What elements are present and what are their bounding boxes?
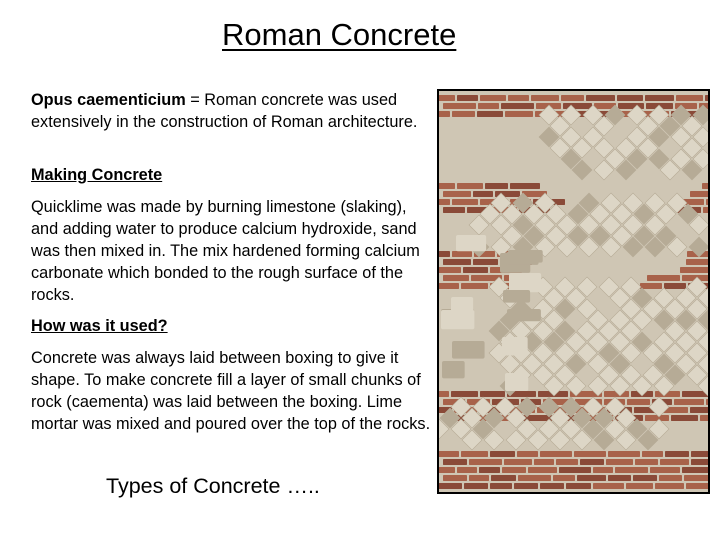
brick <box>504 459 532 465</box>
brick <box>452 199 478 205</box>
brick <box>593 467 613 473</box>
rubble-stone <box>509 273 541 292</box>
brick <box>469 475 489 481</box>
brick <box>439 95 455 101</box>
brick <box>439 391 449 397</box>
brick <box>686 259 708 265</box>
brick <box>640 283 662 289</box>
wall-image <box>439 91 708 492</box>
brick <box>457 467 477 473</box>
brick <box>517 451 538 457</box>
brick <box>463 267 488 273</box>
brick <box>473 259 498 265</box>
brick <box>508 95 529 101</box>
brick <box>553 475 575 481</box>
brick <box>691 459 708 465</box>
brick <box>540 483 564 489</box>
brick <box>563 103 592 109</box>
brick <box>608 475 631 481</box>
brick <box>478 103 499 109</box>
intro-term: Opus caementicium <box>31 91 186 109</box>
brick <box>635 459 658 465</box>
brick <box>702 183 708 189</box>
brick <box>528 467 557 473</box>
brick <box>480 391 505 397</box>
how-used-text: Concrete was always laid between boxing to give it shape. To make concrete fill a layer of small chunks of rock (caementa) was laid between the boxing. Lime mortar was mixed and poured over the top of the rocks. <box>31 349 431 433</box>
brick <box>706 399 708 405</box>
brick <box>439 183 455 189</box>
brick <box>659 475 682 481</box>
rubble-stone <box>441 310 474 329</box>
brick <box>439 267 461 273</box>
brick <box>626 483 653 489</box>
brick <box>485 183 508 189</box>
brick <box>531 95 559 101</box>
brick <box>566 483 591 489</box>
how-used-heading: How was it used? <box>31 317 168 335</box>
brick <box>645 415 669 421</box>
brick <box>606 459 633 465</box>
brick <box>705 95 708 101</box>
brick <box>439 483 462 489</box>
brick <box>439 111 450 117</box>
brick <box>477 111 503 117</box>
making-concrete-text: Quicklime was made by burning limestone (slaking), and adding water to produce calcium hydroxide, sand was then mixed in. The mix hardened forming calcium carbonate which bonded to the rough surface of the rocks. <box>31 198 420 304</box>
brick <box>645 95 674 101</box>
brick <box>577 475 606 481</box>
roman-wall-photo <box>437 89 710 494</box>
brick <box>665 451 689 457</box>
brick <box>469 459 502 465</box>
brick <box>443 103 476 109</box>
brick <box>608 451 640 457</box>
rubble-stone <box>502 337 528 355</box>
brick <box>502 467 526 473</box>
brick <box>452 111 475 117</box>
brick <box>574 451 606 457</box>
brick <box>703 207 708 213</box>
brick <box>674 399 704 405</box>
brick <box>514 483 538 489</box>
intro-definition: = Roman concrete was used extensively in the construction of Roman architecture. <box>31 91 418 131</box>
brick <box>439 251 450 257</box>
brick <box>473 191 493 197</box>
rubble-stone <box>505 373 528 391</box>
brick <box>505 111 533 117</box>
brick <box>660 459 689 465</box>
rubble-stone <box>507 309 541 321</box>
brick <box>556 459 578 465</box>
brick <box>443 191 471 197</box>
brick <box>439 467 455 473</box>
brick <box>642 451 663 457</box>
brick <box>457 183 483 189</box>
brick <box>501 103 534 109</box>
types-of-concrete-caption: Types of Concrete ….. <box>106 474 320 498</box>
making-concrete-heading: Making Concrete <box>31 166 163 184</box>
brick <box>490 483 512 489</box>
brick <box>690 407 708 413</box>
brick <box>451 391 478 397</box>
brick <box>443 259 471 265</box>
brick <box>664 283 686 289</box>
brick <box>490 451 515 457</box>
brick <box>617 95 643 101</box>
brick <box>633 475 657 481</box>
brick <box>464 483 488 489</box>
brick <box>650 467 680 473</box>
brick <box>593 483 624 489</box>
brick <box>671 415 698 421</box>
brick <box>439 199 450 205</box>
brick <box>443 459 467 465</box>
brick <box>480 95 506 101</box>
brick <box>443 275 469 281</box>
brick <box>690 191 708 197</box>
brick <box>461 283 488 289</box>
intro-paragraph <box>31 89 431 133</box>
brick <box>615 467 648 473</box>
brick <box>534 459 554 465</box>
rubble-stone <box>452 341 485 359</box>
brick <box>457 95 478 101</box>
brick <box>540 451 572 457</box>
brick <box>627 399 650 405</box>
brick <box>439 283 459 289</box>
brick <box>443 475 467 481</box>
rubble-stone <box>506 252 539 265</box>
brick <box>706 199 708 205</box>
brick <box>684 475 708 481</box>
rubble-stone <box>456 235 486 251</box>
brick <box>586 95 615 101</box>
brick <box>559 467 591 473</box>
brick <box>700 415 708 421</box>
brick <box>518 475 551 481</box>
rubble-stone <box>442 361 465 378</box>
brick <box>443 207 465 213</box>
brick <box>680 267 708 273</box>
brick <box>510 183 540 189</box>
brick <box>452 251 472 257</box>
slide-title: Roman Concrete <box>222 17 457 52</box>
rubble-stone <box>451 297 473 312</box>
brick <box>676 95 703 101</box>
brick <box>682 467 708 473</box>
brick <box>686 483 708 489</box>
brick <box>580 459 604 465</box>
rubble-stone <box>503 290 530 303</box>
brick <box>691 451 708 457</box>
brick <box>647 275 680 281</box>
brick <box>491 475 516 481</box>
brick <box>479 467 500 473</box>
brick <box>561 95 584 101</box>
brick <box>655 483 684 489</box>
brick <box>439 451 459 457</box>
brick <box>461 451 488 457</box>
